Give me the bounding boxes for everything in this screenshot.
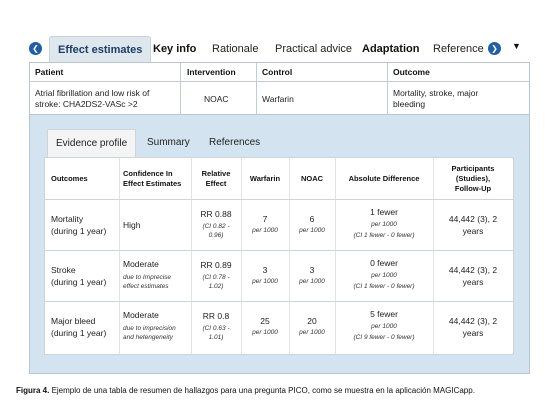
noac-unit: per 1000 <box>299 278 325 285</box>
noac-value: 6 <box>309 214 315 224</box>
pico-intervention: NOAC <box>204 94 229 104</box>
figure-label: Figura 4. <box>16 386 50 395</box>
tab-reference[interactable]: Reference <box>433 43 484 55</box>
divider <box>119 158 120 354</box>
confidence-level: Moderate <box>123 259 159 269</box>
outcome-name: Major bleed <box>51 316 96 326</box>
evidence-panel <box>44 129 514 361</box>
pico-patient-line2: stroke: CHA2DS2-VASc >2 <box>35 99 138 109</box>
confidence-note: and hetengeneity <box>123 334 173 341</box>
pico-header-intervention: Intervention <box>187 67 236 77</box>
header-warfarin: Warfarin <box>249 173 281 183</box>
warfarin-unit: per 1000 <box>252 329 278 336</box>
noac-value: 3 <box>309 265 315 275</box>
confidence-level: High <box>123 220 141 230</box>
relative-effect-ci: 1.02) <box>208 283 224 290</box>
absolute-difference: 0 fewer <box>370 258 398 268</box>
relative-effect-ci: (CI 0.82 - <box>202 223 230 230</box>
outcome-name: Stroke <box>51 265 76 275</box>
pico-outcome-line2: bleeding <box>393 99 426 109</box>
outcome-period: (during 1 year) <box>51 277 107 287</box>
noac-unit: per 1000 <box>299 227 325 234</box>
relative-effect: RR 0.88 <box>200 209 232 219</box>
tab-evidence-profile[interactable]: Evidence profile <box>47 129 136 157</box>
figure-caption-text: Ejemplo de una tabla de resumen de hallazgos para una pregunta PICO, como se muestra en la aplicación MAGICapp. <box>49 386 475 395</box>
divider <box>256 63 257 115</box>
pico-control: Warfarin <box>262 94 294 104</box>
absolute-difference-ci: (CI 1 fewer - 0 fewer) <box>353 232 415 239</box>
warfarin-value: 25 <box>260 316 270 326</box>
relative-effect: RR 0.89 <box>200 260 232 270</box>
tab-references[interactable]: References <box>209 137 261 148</box>
outcome-name: Mortality <box>51 214 84 224</box>
pico-header-patient: Patient <box>35 67 64 77</box>
warfarin-value: 3 <box>262 265 268 275</box>
divider <box>180 63 181 115</box>
pico-header-outcome: Outcome <box>393 67 430 77</box>
outcome-period: (during 1 year) <box>51 226 107 236</box>
participants-followup: years <box>462 226 484 236</box>
relative-effect-ci: (CI 0.78 - <box>202 274 230 281</box>
noac-value: 20 <box>307 316 317 326</box>
tab-effect-estimates[interactable]: Effect estimates <box>49 36 151 62</box>
evidence-profile-table <box>44 157 514 355</box>
absolute-difference-unit: per 1000 <box>371 323 397 330</box>
header-noac: NOAC <box>300 173 324 183</box>
relative-effect-ci: 0.96) <box>208 232 224 239</box>
participants-followup: years <box>462 277 484 287</box>
header-outcomes: Outcomes <box>51 173 88 183</box>
caret-down-icon[interactable]: ▼ <box>512 41 521 51</box>
absolute-difference-ci: (CI 1 fewer - 0 fewer) <box>353 283 415 290</box>
outcome-period: (during 1 year) <box>51 328 107 338</box>
relative-effect-ci: 1.01) <box>208 334 224 341</box>
warfarin-value: 7 <box>262 214 268 224</box>
tab-key-info[interactable]: Key info <box>153 43 197 55</box>
pico-outcome-line1: Mortality, stroke, major <box>393 88 479 98</box>
absolute-difference: 5 fewer <box>370 309 398 319</box>
divider <box>387 63 388 115</box>
tab-rationale[interactable]: Rationale <box>212 43 259 55</box>
sub-tab-bar <box>44 129 514 157</box>
absolute-difference-ci: (CI 9 fewer - 0 fewer) <box>353 334 415 341</box>
header-participants: Participants (Studies), Follow-Up <box>451 163 495 193</box>
warfarin-unit: per 1000 <box>252 227 278 234</box>
confidence-note: due to imprecision <box>123 325 176 332</box>
participants: 44,442 (3), 2 <box>448 316 498 326</box>
confidence-note: due to Imprecise <box>123 274 172 281</box>
pico-patient-line1: Atrial fibrillation and low risk of <box>35 88 150 98</box>
noac-unit: per 1000 <box>299 329 325 336</box>
chevron-right-icon[interactable]: ❯ <box>488 42 501 55</box>
header-absolute-difference: Absolute Difference <box>348 173 420 183</box>
divider <box>45 199 513 200</box>
confidence-level: Moderate <box>123 310 159 320</box>
participants: 44,442 (3), 2 <box>448 214 498 224</box>
participants-followup: years <box>462 328 484 338</box>
divider <box>45 250 513 251</box>
top-tab-bar <box>27 36 532 62</box>
pico-table <box>30 63 529 115</box>
divider <box>45 301 513 302</box>
absolute-difference-unit: per 1000 <box>371 221 397 228</box>
participants: 44,442 (3), 2 <box>448 265 498 275</box>
confidence-note: effect estimates <box>123 283 169 290</box>
pico-header-control: Control <box>262 67 293 77</box>
tab-summary[interactable]: Summary <box>147 137 190 148</box>
relative-effect: RR 0.8 <box>202 311 230 321</box>
header-confidence: Confidence In Effect Estimates <box>123 168 182 188</box>
chevron-left-icon[interactable]: ❮ <box>29 42 42 55</box>
absolute-difference-unit: per 1000 <box>371 272 397 279</box>
tab-practical-advice[interactable]: Practical advice <box>275 43 353 55</box>
effect-estimates-panel <box>29 62 530 374</box>
warfarin-unit: per 1000 <box>252 278 278 285</box>
absolute-difference: 1 fewer <box>370 207 398 217</box>
relative-effect-ci: (CI 0.63 - <box>202 325 230 332</box>
figure-caption <box>16 386 546 395</box>
header-relative-effect: Relative Effect <box>201 168 231 188</box>
tab-adaptation[interactable]: Adaptation <box>362 43 420 55</box>
